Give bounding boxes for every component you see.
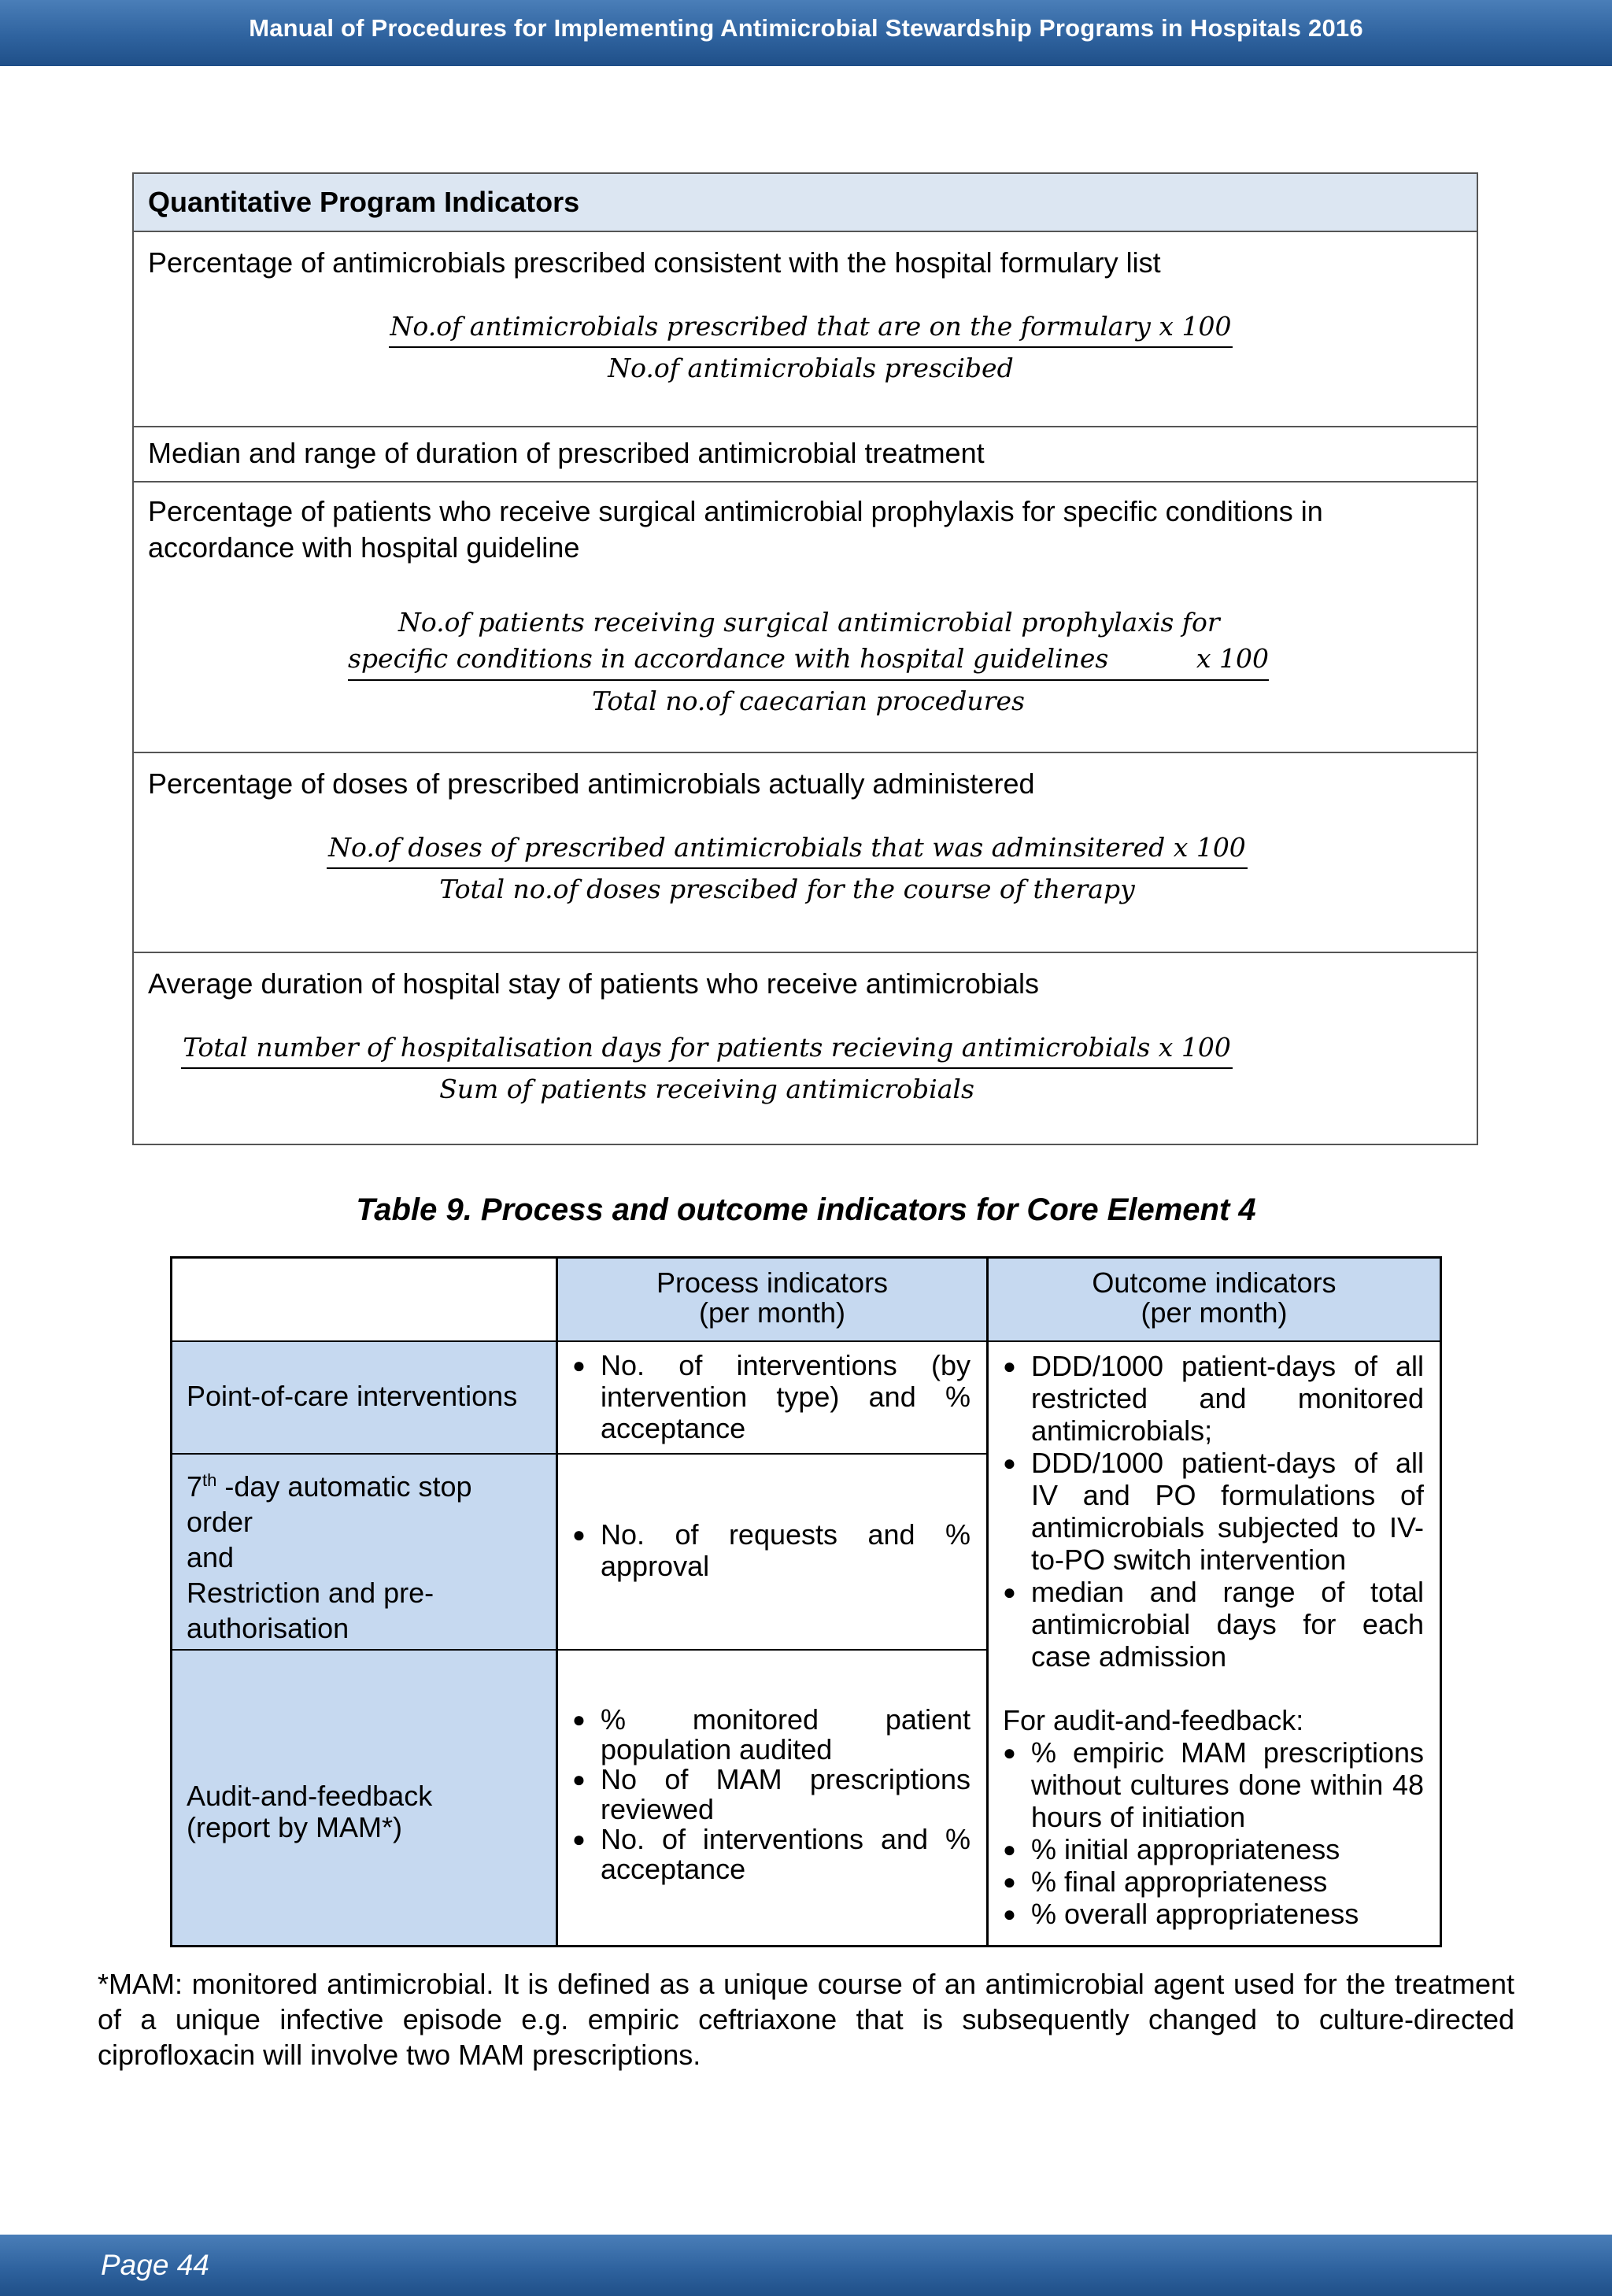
- formula-numerator: No.of doses of prescribed antimicrobials that was adminsitered x 100: [327, 832, 1248, 869]
- formula-numerator: Total number of hospitalisation days for patients recieving antimicrobials x 100: [181, 1032, 1233, 1069]
- document-title: Manual of Procedures for Implementing Antimicrobial Stewardship Programs in Hospitals 2016: [249, 14, 1363, 42]
- table-corner-cell: [172, 1259, 556, 1340]
- formula-hospital-stay: [148, 1032, 1266, 1104]
- page-number: Page 44: [101, 2249, 209, 2281]
- process-cell-automatic-stop: [558, 1455, 986, 1649]
- formula-multiplier: x 100: [1196, 643, 1269, 674]
- indicator-row-formulary: [134, 231, 1477, 426]
- process-bullet: ● No. of requests and % approval: [572, 1519, 971, 1582]
- row-label-text: Point-of-care interventions: [187, 1380, 518, 1412]
- indicator-row-doses: [134, 752, 1477, 952]
- table-divider: [172, 1340, 1440, 1342]
- row-label-restriction: Restriction and pre-authorisation: [187, 1577, 434, 1644]
- indicator-label: Percentage of patients who receive surgical antimicrobial prophylaxis for specific conditions in accordance with hospital guideline: [148, 495, 1323, 564]
- column-header-process: [558, 1259, 986, 1340]
- outcome-cell: [989, 1342, 1440, 1945]
- indicator-row-duration: [134, 426, 1477, 481]
- row-label-text: [187, 1462, 542, 1646]
- process-bullet: ● % monitored patient population audited: [572, 1705, 971, 1765]
- process-bullets: [572, 1519, 971, 1582]
- row-label-audit-feedback: [172, 1651, 556, 1945]
- indicator-row-hospital-stay: [134, 952, 1477, 1145]
- indicator-row-prophylaxis: [134, 481, 1477, 752]
- formula-prophylaxis: [348, 604, 1269, 716]
- quantitative-heading-row: [134, 174, 1477, 231]
- process-bullet: ● No. of interventions (by intervention type) and % acceptance: [572, 1350, 971, 1444]
- table-divider: [556, 1259, 558, 1945]
- table-divider: [986, 1259, 989, 1945]
- formula-denominator: Total no.of caecarian procedures: [592, 686, 1025, 716]
- outcome-bullet: ● DDD/1000 patient-days of all restricted and monitored antimicrobials;: [1003, 1350, 1424, 1447]
- row-label-line: [187, 1462, 542, 1540]
- indicator-label: Average duration of hospital stay of patients who receive antimicrobials: [148, 967, 1039, 1000]
- footnote: *MAM: monitored antimicrobial. It is defined as a unique course of an antimicrobial agent used for the treatment of a unique infective episode e.g. empiric ceftriaxone that is subsequently changed to culture-directed ciprofloxacin will involve two MAM prescriptions.: [98, 1968, 1514, 2071]
- outcome-audit-block: [1003, 1704, 1424, 1930]
- table-divider: [172, 1453, 988, 1455]
- quantitative-indicators-box: [132, 172, 1478, 1145]
- process-bullet: ● No of MAM prescriptions reviewed: [572, 1765, 971, 1825]
- outcome-bullet: ● % overall appropriateness: [1003, 1898, 1424, 1930]
- process-outcome-table: [170, 1256, 1442, 1947]
- formula-numerator-line2: [348, 641, 1269, 681]
- indicator-label: Median and range of duration of prescribed antimicrobial treatment: [148, 437, 985, 469]
- row-label-ordinal-suffix: th: [202, 1470, 217, 1490]
- table-caption: Table 9. Process and outcome indicators for Core Element 4: [356, 1192, 1256, 1227]
- process-cell-audit-feedback: [558, 1651, 986, 1945]
- indicator-label: Percentage of doses of prescribed antimicrobials actually administered: [148, 767, 1035, 800]
- outcome-bullet: ● DDD/1000 patient-days of all IV and PO formulations of antimicrobials subjected to IV-to-PO switch intervention: [1003, 1447, 1424, 1576]
- footer-bar: [0, 2235, 1612, 2296]
- outcome-bullet: ● % final appropriateness: [1003, 1865, 1424, 1898]
- quantitative-heading: Quantitative Program Indicators: [148, 186, 580, 218]
- outcome-audit-heading: For audit-and-feedback:: [1003, 1704, 1304, 1736]
- outcome-bullet: ● median and range of total antimicrobial days for each case admission: [1003, 1576, 1424, 1673]
- column-header-outcome-text: Outcome indicators (per month): [1092, 1266, 1337, 1329]
- row-label-text: Audit-and-feedback (report by MAM*): [187, 1780, 433, 1843]
- formula-numerator-line1: No.of patients receiving surgical antimicrobial prophylaxis for: [398, 607, 1220, 638]
- column-header-process-text: Process indicators (per month): [656, 1266, 889, 1329]
- outcome-bullets: [1003, 1350, 1424, 1673]
- outcome-bullet: ● % empiric MAM prescriptions without cultures done within 48 hours of initiation: [1003, 1736, 1424, 1833]
- row-label-automatic-stop: [172, 1455, 556, 1649]
- row-label-rest: -day automatic stop order: [187, 1470, 472, 1538]
- row-label-ordinal: 7: [187, 1470, 203, 1503]
- indicator-label: Percentage of antimicrobials prescribed consistent with the hospital formulary list: [148, 246, 1161, 279]
- formula-doses: [327, 832, 1248, 904]
- row-label-and: and: [187, 1541, 235, 1573]
- formula-denominator: Total no.of doses prescibed for the course of therapy: [439, 874, 1135, 904]
- table-divider: [172, 1649, 988, 1651]
- header-bar: [0, 0, 1612, 66]
- process-bullets: [572, 1705, 971, 1884]
- column-header-outcome: [989, 1259, 1440, 1340]
- formula-numerator-text: specific conditions in accordance with hospital guidelines: [348, 643, 1109, 674]
- outcome-bullet: ● % initial appropriateness: [1003, 1833, 1424, 1865]
- row-label-point-of-care: [172, 1342, 556, 1453]
- formula-formulary: [370, 311, 1252, 383]
- formula-denominator: No.of antimicrobials prescibed: [608, 353, 1014, 383]
- process-bullet: ● No. of interventions and % acceptance: [572, 1825, 971, 1884]
- process-bullets: [572, 1350, 971, 1444]
- process-cell-point-of-care: [558, 1342, 986, 1453]
- formula-numerator: No.of antimicrobials prescribed that are on the formulary x 100: [389, 311, 1233, 348]
- formula-denominator: Sum of patients receiving antimicrobials: [439, 1074, 974, 1104]
